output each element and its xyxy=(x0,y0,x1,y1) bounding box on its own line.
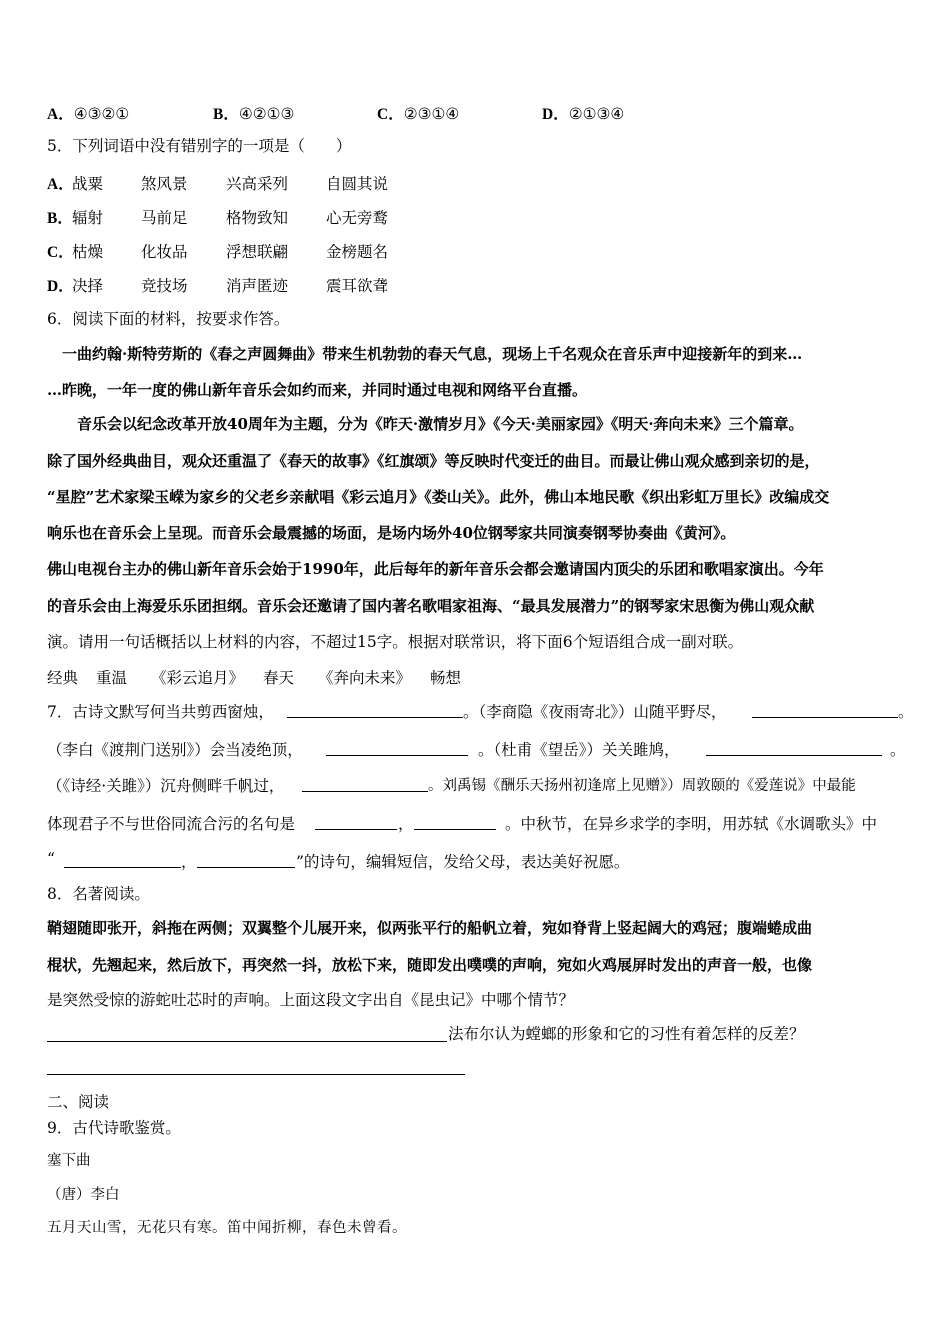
q6-passage-line: 除了国外经典曲目，观众还重温了《春天的故事》《红旗颂》等反映时代变迁的曲目。而最让佛山观众感到亲切的是， xyxy=(47,452,820,470)
q8-passage-line: 鞘翅随即张开，斜拖在两侧；双翼整个儿展开来，似两张平行的船帆立着，宛如脊背上竖起阔大的鸡冠；腹端蜷成曲 xyxy=(47,919,813,937)
q6-task: 演。请用一句话概括以上材料的内容，不超过15字。根据对联常识，将下面6个短语组合成一副对联。 xyxy=(47,633,744,651)
answer-blank[interactable] xyxy=(64,867,181,868)
q4-option-a: A．④③②① xyxy=(47,105,130,123)
q6-passage-line: 佛山电视台主办的佛山新年音乐会始于1990年，此后每年的新年音乐会都会邀请国内顶尖的乐团和歌唱家演出。今年 xyxy=(47,560,824,578)
poem-title: 塞下曲 xyxy=(47,1153,91,1169)
q8-passage-line: 是突然受惊的游蛇吐芯时的声响。上面这段文字出自《昆虫记》中哪个情节？ xyxy=(47,991,575,1009)
q8-stem: 8．名著阅读。 xyxy=(47,885,150,903)
answer-blank[interactable] xyxy=(47,1041,447,1042)
answer-blank[interactable] xyxy=(752,717,898,718)
answer-blank[interactable] xyxy=(197,867,295,868)
q6-passage-line: 音乐会以纪念改革开放40周年为主题，分为《昨天·激情岁月》《今天·美丽家园》《明天·奔向未来》三个篇章。 xyxy=(47,415,804,433)
answer-blank[interactable] xyxy=(315,829,397,830)
answer-blank[interactable] xyxy=(706,755,882,756)
answer-blank[interactable] xyxy=(326,755,468,756)
q4-option-b: B．④②①③ xyxy=(213,105,295,123)
q9-stem: 9．古代诗歌鉴赏。 xyxy=(47,1119,181,1137)
q4-option-c: C．②③①④ xyxy=(377,105,460,123)
q5-stem: 5．下列词语中没有错别字的一项是（ ） xyxy=(47,137,352,155)
answer-blank[interactable] xyxy=(302,791,428,792)
q6-passage-line: 响乐也在音乐会上呈现。而音乐会最震撼的场面，是场内场外40位钢琴家共同演奏钢琴协奏曲《黄河》。 xyxy=(47,524,736,542)
poem-author: （唐）李白 xyxy=(47,1187,120,1203)
answer-blank[interactable] xyxy=(414,829,496,830)
q6-passage-line: …昨晚，一年一度的佛山新年音乐会如约而来，并同时通过电视和网络平台直播。 xyxy=(47,381,588,399)
q4-option-d: D．②①③④ xyxy=(542,105,625,123)
q6-stem: 6．阅读下面的材料，按要求作答。 xyxy=(47,310,290,328)
q8-question2: 法布尔认为螳螂的形象和它的习性有着怎样的反差？ xyxy=(448,1025,805,1043)
q6-passage-line: 一曲约翰·斯特劳斯的《春之声圆舞曲》带来生机勃勃的春天气息，现场上千名观众在音乐声中迎接新年的到来… xyxy=(47,345,803,363)
answer-blank[interactable] xyxy=(47,1074,465,1075)
q6-passage-line: 的音乐会由上海爱乐乐团担纲。音乐会还邀请了国内著名歌唱家祖海、“最具发展潜力”的钢琴家宋思衡为佛山观众献 xyxy=(47,597,815,615)
q8-passage-line: 棍状，先翘起来，然后放下，再突然一抖，放松下来，随即发出噗噗的声响，宛如火鸡展屏时发出的声音一般，也像 xyxy=(47,956,813,974)
answer-blank[interactable] xyxy=(287,717,463,718)
q6-passage-line: “星腔”艺术家梁玉嵘为家乡的父老乡亲献唱《彩云追月》《娄山关》。此外，佛山本地民歌《织出彩虹万里长》改编成交 xyxy=(47,488,830,506)
poem-line: 五月天山雪，无花只有寒。笛中闻折柳，春色未曾看。 xyxy=(47,1220,407,1236)
section-heading: 二、阅读 xyxy=(47,1093,110,1111)
